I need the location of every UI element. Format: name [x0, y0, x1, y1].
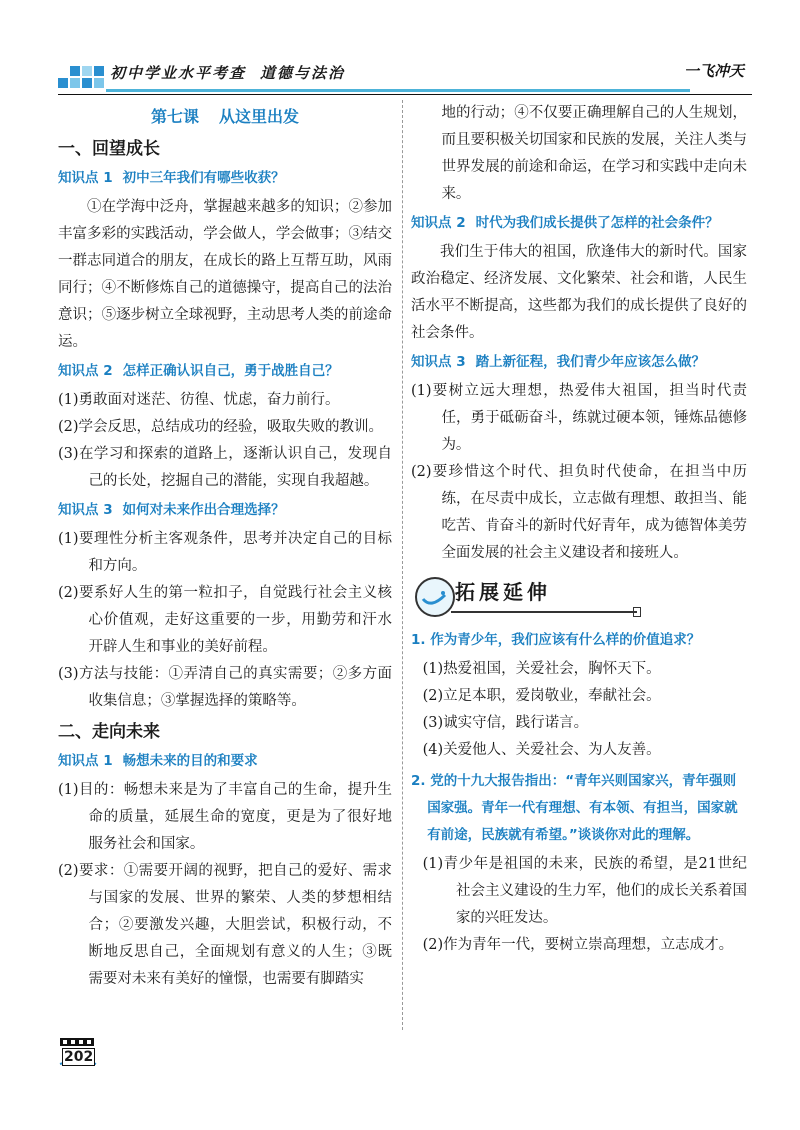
list-item: (1)要树立远大理想，热爱伟大祖国，担当时代责任，勇于砥砺奋斗，练就过硬本领，锤炼品德修为。 [411, 383, 747, 453]
extension-title: 拓展延伸 [455, 580, 551, 604]
kp-number: 知识点 3 [58, 502, 113, 518]
list-item: (3)在学习和探索的道路上，逐渐认识自己，发现自己的长处，挖掘自己的潜能，实现自我超越。 [58, 446, 392, 489]
lesson-title [58, 103, 392, 130]
lesson-name: 从这里出发 [219, 107, 300, 126]
header-rule-thin [58, 94, 752, 95]
subject-title: 道德与法治 [260, 64, 346, 82]
continued-text: 地的行动；④不仅要正确理解自己的人生规划，而且要积极关切国家和民族的发展，关注人类与世界发展的前途和命运，在学习和实践中走向未来。 [441, 105, 747, 202]
lesson-number: 第七课 [150, 107, 199, 126]
list-item: (2)要珍惜这个时代、担负时代使命，在担当中历练，在尽责中成长，立志做有理想、敢担当、能吃苦、肯奋斗的新时代好青年，成为德智体美劳全面发展的社会主义建设者和接班人。 [411, 464, 747, 561]
kp-title: 畅想未来的目的和要求 [122, 753, 258, 769]
section-heading: 二、走向未来 [58, 722, 160, 742]
list-item: (2)要求：①需要开阔的视野，把自己的爱好、需求与国家的发展、世界的繁荣、人类的梦想相结合；②要激发兴趣，大胆尝试，积极行动，不断地反思自己，全面规划有意义的人生；③既需要对未来有美好的憧憬，也需要有脚踏实 [58, 863, 392, 987]
kp-number: 知识点 3 [411, 354, 466, 370]
page-number: 202 [64, 1049, 94, 1065]
extension-banner [411, 575, 747, 617]
kp-number: 知识点 1 [58, 753, 113, 769]
list-item: (1)勇敢面对迷茫、彷徨、忧虑，奋力前行。 [58, 392, 340, 408]
knowledge-point-heading [58, 497, 392, 524]
brand-logo: 一飞冲天 [683, 62, 744, 80]
knowledge-point-heading [411, 210, 747, 237]
knowledge-point-heading [58, 165, 392, 192]
answer-item: (2)作为青年一代，要树立崇高理想，立志成才。 [422, 937, 734, 953]
answer-item: (1)热爱祖国，关爱社会，胸怀天下。 [422, 661, 661, 677]
list-item: (1)目的：畅想未来是为了丰富自己的生命，提升生命的质量，延展生命的宽度，更是为了很好地服务社会和国家。 [58, 782, 392, 852]
answer-item: (3)诚实守信，践行诺言。 [422, 715, 589, 731]
kp-title: 如何对未来作出合理选择？ [122, 502, 285, 518]
kp-number: 知识点 2 [58, 363, 113, 379]
knowledge-point-heading [411, 349, 747, 376]
list-item: (1)要理性分析主客观条件，思考并决定自己的目标和方向。 [58, 531, 392, 574]
list-item: (2)要系好人生的第一粒扣子，自觉践行社会主义核心价值观，走好这重要的一步，用勤劳和汗水开辟人生和事业的美好前程。 [58, 585, 392, 655]
page-header [58, 56, 752, 96]
kp-title: 踏上新征程，我们青少年应该怎么做？ [475, 354, 706, 370]
kp-text: ①在学海中泛舟，掌握越来越多的知识；②参加丰富多彩的实践活动，学会做人，学会做事；③结交一群志同道合的朋友，在成长的路上互帮互助，风雨同行；④不断修炼自己的道德操守，提高自己的法治意识；⑤逐步树立全球视野，主动思考人类的前途命运。 [58, 199, 392, 350]
section-heading: 一、回望成长 [58, 139, 160, 159]
list-item: (2)学会反思，总结成功的经验，吸取失败的教训。 [58, 419, 384, 435]
page-number-badge [58, 1036, 98, 1066]
kp-title: 时代为我们成长提供了怎样的社会条件？ [475, 215, 719, 231]
list-item: (3)方法与技能：①弄清自己的真实需要；②多方面收集信息；③掌握选择的策略等。 [58, 666, 392, 709]
checker-squares-icon [58, 58, 104, 92]
swirl-icon [415, 577, 455, 617]
kp-title: 怎样正确认识自己，勇于战胜自己？ [122, 363, 339, 379]
book-title: 初中学业水平考查 [110, 64, 247, 82]
extension-rule [451, 611, 637, 613]
header-rule [106, 89, 690, 92]
kp-text: 我们生于伟大的祖国，欣逢伟大的新时代。国家政治稳定、经济发展、文化繁荣、社会和谐，人民生活水平不断提高，这些都为我们的成长提供了良好的社会条件。 [411, 244, 747, 341]
knowledge-point-heading [58, 748, 392, 775]
answer-item: (4)关爱他人、关爱社会、为人友善。 [422, 742, 661, 758]
question-title: 2. 党的十九大报告指出：“青年兴则国家兴，青年强则国家强。青年一代有理想、有本领、有担当，国家就有前途，民族就有希望。”谈谈你对此的理解。 [411, 773, 738, 843]
answer-item: (2)立足本职，爱岗敬业，奉献社会。 [422, 688, 661, 704]
answer-item: (1)青少年是祖国的未来，民族的希望，是21世纪社会主义建设的生力军，他们的成长关系着国家的兴旺发达。 [422, 856, 747, 926]
kp-number: 知识点 1 [58, 170, 113, 186]
header-title [110, 62, 345, 83]
right-column [411, 100, 747, 959]
column-divider [402, 100, 403, 1030]
knowledge-point-heading [58, 358, 392, 385]
left-column [58, 100, 392, 993]
kp-number: 知识点 2 [411, 215, 466, 231]
ruler-end-icon [633, 607, 641, 617]
kp-title: 初中三年我们有哪些收获？ [122, 170, 285, 186]
question-title: 1. 作为青少年，我们应该有什么样的价值追求？ [411, 632, 701, 648]
